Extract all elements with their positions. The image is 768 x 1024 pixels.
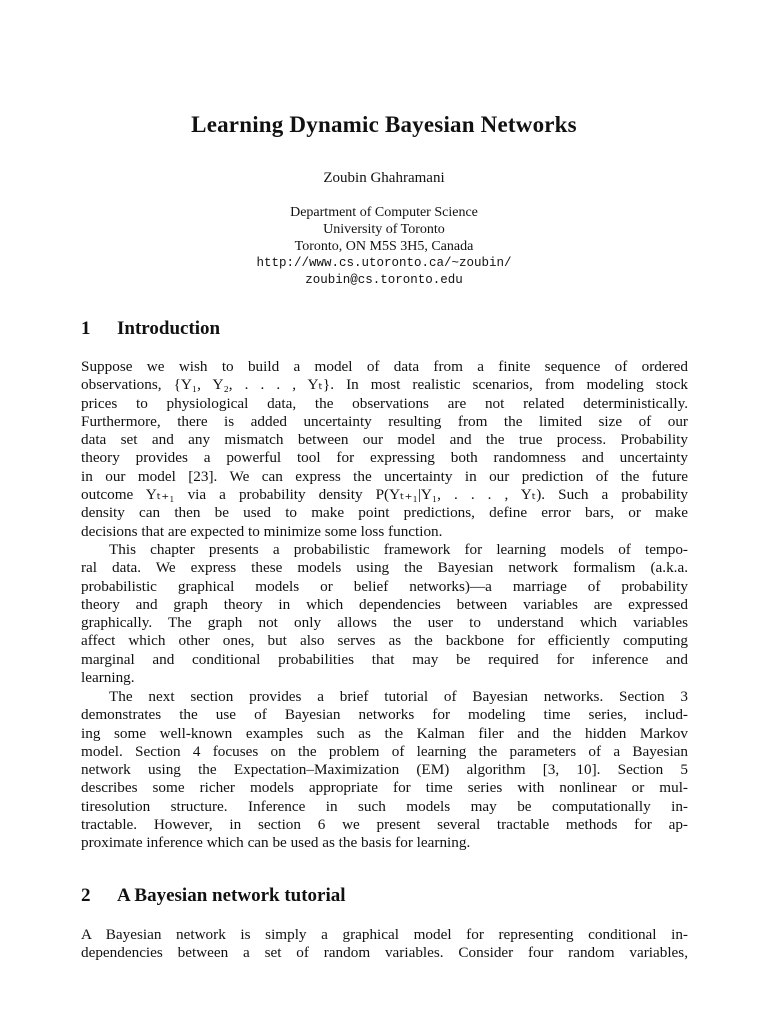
text-line: Suppose we wish to build a model of data from a finite sequence of ordered xyxy=(81,358,688,375)
text-line: proximate inference which can be used as the basis for learning. xyxy=(81,834,471,852)
text-line: describes some richer models appropriate for time series with nonlinear or mul- xyxy=(81,779,688,797)
text-line: density can then be used to make point predictions, define error bars, or make xyxy=(81,504,688,522)
text-line: ral data. We express these models using the Bayesian network formalism (a.k.a. xyxy=(81,559,688,577)
affiliation-url[interactable]: http://www.cs.utoronto.ca/~zoubin/ xyxy=(256,256,512,270)
intro-paragraph-2 xyxy=(81,541,688,687)
text-line: theory and graph theory in which dependencies between variables are expressed xyxy=(81,595,688,613)
text-line: graphically. The graph not only allows the user to understand which variables xyxy=(81,614,688,632)
text-line: learning. xyxy=(81,669,135,687)
affiliation-email[interactable]: zoubin@cs.toronto.edu xyxy=(305,273,463,287)
text-line: theory provides a powerful tool for expressing both randomness and uncertainty xyxy=(81,449,688,467)
text-line: in our model [23]. We can express the uncertainty in our prediction of the future xyxy=(81,467,688,485)
section-title: A Bayesian network tutorial xyxy=(117,885,346,906)
text-line: This chapter presents a probabilistic framework for learning models of tempo- xyxy=(109,541,688,558)
text-line: Furthermore, there is added uncertainty resulting from the limited size of our xyxy=(81,412,688,430)
affiliation-dept: Department of Computer Science xyxy=(290,205,478,220)
text-line: prices to physiological data, the observations are not related deterministically. xyxy=(81,394,688,412)
text-line: model. Section 4 focuses on the problem of learning the parameters of a Bayesian xyxy=(81,742,688,760)
text-line: decisions that are expected to minimize some loss function. xyxy=(81,522,443,540)
text-line: affect which other ones, but also serves as the backbone for efficiently computing xyxy=(81,632,688,650)
section-number: 2 xyxy=(81,885,91,906)
text-line: probabilistic graphical models or belief networks)—a marriage of probability xyxy=(81,577,688,595)
text-line: demonstrates the use of Bayesian networks for modeling time series, includ- xyxy=(81,706,688,724)
text-line: dependencies between a set of random variables. Consider four random variables, xyxy=(81,944,688,962)
text-line: network using the Expectation–Maximization (EM) algorithm [3, 10]. Section 5 xyxy=(81,761,688,779)
intro-paragraph-3 xyxy=(81,688,688,853)
text-line: outcome Yₜ₊₁ via a probability density P(Yₜ₊₁|Y₁, . . . , Yₜ). Such a probability xyxy=(81,486,688,504)
section-number: 1 xyxy=(81,318,91,339)
section-title: Introduction xyxy=(117,318,221,339)
affiliation-block xyxy=(0,204,768,289)
text-line: The next section provides a brief tutorial of Bayesian networks. Section 3 xyxy=(109,688,688,705)
text-line: ing some well-known examples such as the Kalman filer and the hidden Markov xyxy=(81,724,688,742)
text-line: data set and any mismatch between our model and the true process. Probability xyxy=(81,431,688,449)
paper-title: Learning Dynamic Bayesian Networks xyxy=(191,112,577,137)
affiliation-university: University of Toronto xyxy=(323,222,445,237)
text-line: observations, {Y₁, Y₂, . . . , Yₜ}. In most realistic scenarios, from modeling stock xyxy=(81,376,688,394)
section-heading-introduction xyxy=(81,318,220,340)
intro-paragraph-1 xyxy=(81,358,688,541)
tutorial-paragraph-1 xyxy=(81,926,688,963)
text-line: A Bayesian network is simply a graphical model for representing conditional in- xyxy=(81,926,688,943)
text-line: tractable. However, in section 6 we present several tractable methods for ap- xyxy=(81,816,688,834)
affiliation-address: Toronto, ON M5S 3H5, Canada xyxy=(294,239,474,254)
section-heading-bayesian-network-tutorial xyxy=(81,885,346,907)
author-name: Zoubin Ghahramani xyxy=(323,170,445,186)
text-line: tiresolution structure. Inference in such models may be computationally in- xyxy=(81,797,688,815)
text-line: marginal and conditional probabilities that may be required for inference and xyxy=(81,650,688,668)
